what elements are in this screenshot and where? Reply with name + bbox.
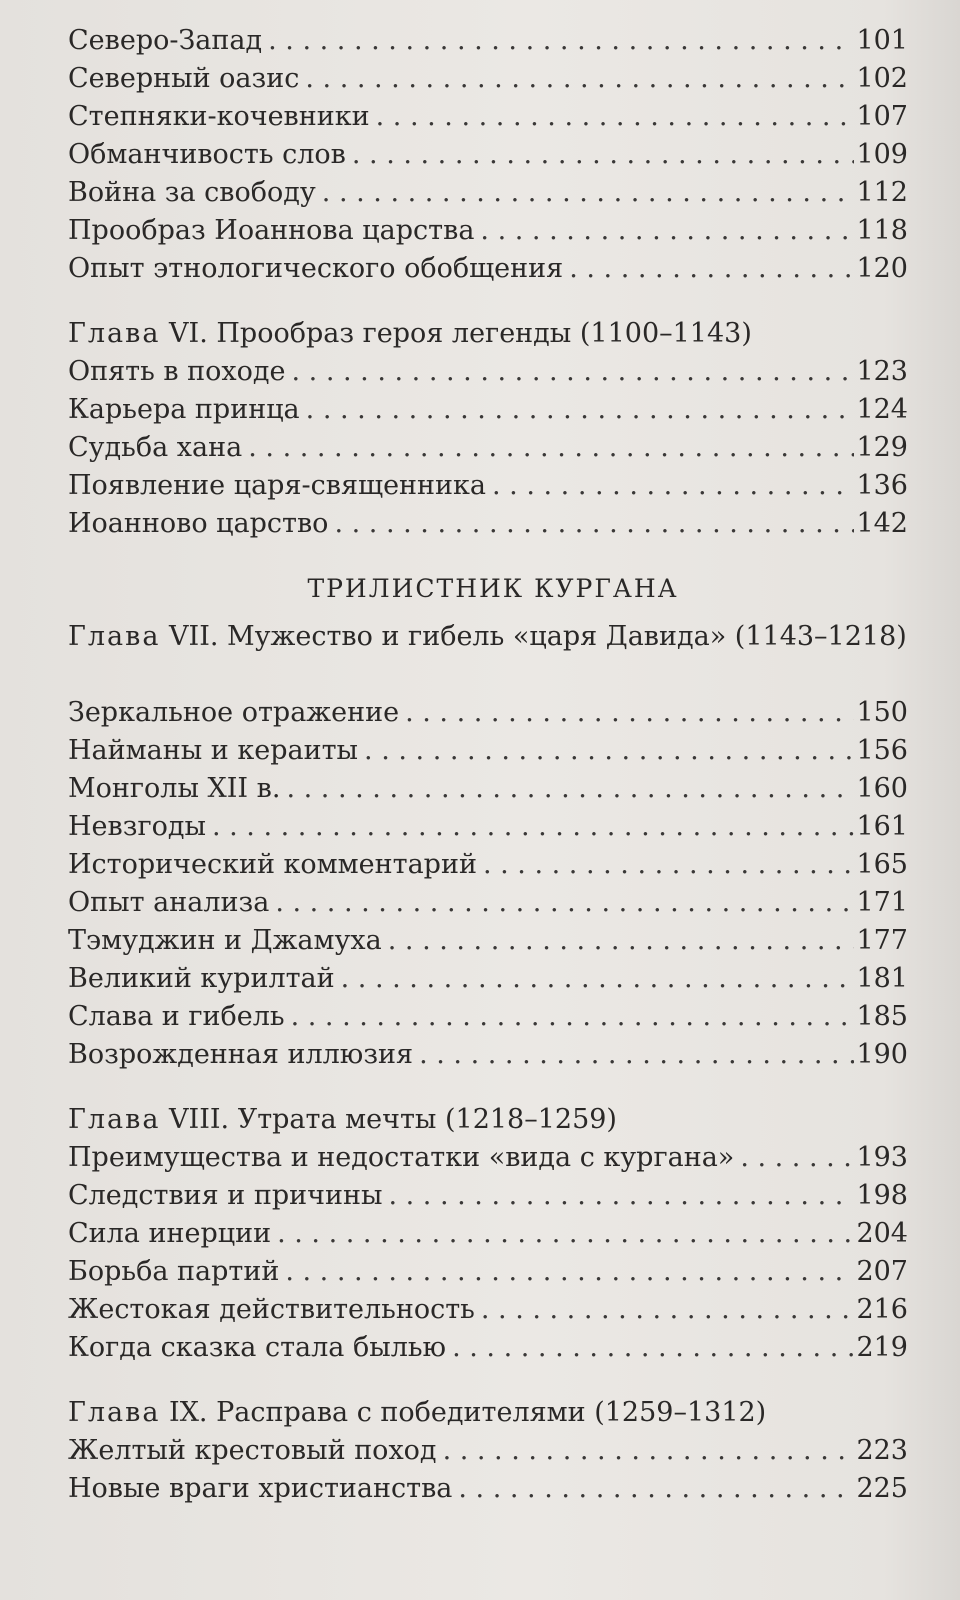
dot-leader	[352, 136, 855, 174]
toc-entry	[68, 960, 908, 998]
toc-section-chapter-6	[68, 315, 908, 543]
toc-entry-title: Монголы XII в.	[68, 773, 281, 804]
toc-entry-title: Жестокая действительность	[68, 1294, 475, 1325]
toc-entry-title: Преимущества и недостатки «вида с кургана»	[68, 1142, 735, 1173]
toc-entry	[68, 1470, 908, 1508]
toc-entry-page: 156	[856, 735, 908, 766]
toc-entry-title: Опыт этнологического обобщения	[68, 253, 564, 284]
toc-entry-page: 101	[856, 25, 908, 56]
toc-entry-page: 129	[856, 432, 908, 463]
toc-entry-title: Борьба партий	[68, 1256, 280, 1287]
toc-entry-page: 193	[856, 1142, 908, 1173]
toc-entry-page: 207	[856, 1256, 908, 1287]
toc-entry-page: 124	[856, 394, 908, 425]
toc-entry	[68, 808, 908, 846]
dot-leader	[277, 1215, 854, 1253]
toc-entry-title: Иоанново царство	[68, 508, 329, 539]
toc-entry	[68, 505, 908, 543]
toc-entry-title: Возрожденная иллюзия	[68, 1039, 414, 1070]
dot-leader	[419, 1036, 854, 1074]
dot-leader	[388, 1177, 854, 1215]
dot-leader	[480, 212, 854, 250]
dot-leader	[376, 98, 855, 136]
toc-entry-title: Новые враги христианства	[68, 1473, 453, 1504]
toc-entry	[68, 922, 908, 960]
toc-entry	[68, 1432, 908, 1470]
toc-entry-title: Когда сказка стала былью	[68, 1332, 447, 1363]
dot-leader	[291, 998, 855, 1036]
chapter-heading	[68, 1101, 908, 1139]
toc-entry-title: Обманчивость слов	[68, 139, 346, 170]
toc-entry-page: 223	[856, 1435, 908, 1466]
toc-entry	[68, 732, 908, 770]
toc-entry-title: Опыт анализа	[68, 887, 270, 918]
toc-entry	[68, 467, 908, 505]
toc-entry-title: Невзгоды	[68, 811, 206, 842]
toc-entry	[68, 1036, 908, 1074]
toc-entry-page: 136	[856, 470, 908, 501]
toc-entry-title: Степняки-кочевники	[68, 101, 370, 132]
dot-leader	[275, 884, 854, 922]
toc-entry-page: 185	[856, 1001, 908, 1032]
dot-leader	[334, 505, 854, 543]
toc-entry-page: 118	[856, 215, 908, 246]
toc-entry-page: 150	[856, 697, 908, 728]
toc-entry	[68, 1291, 908, 1329]
toc-entry	[68, 1329, 908, 1367]
dot-leader	[481, 1291, 855, 1329]
chapter-word: Глава	[68, 318, 161, 349]
chapter-title: VI. Прообраз героя легенды (1100–1143)	[169, 318, 752, 349]
toc-entry-page: 123	[856, 356, 908, 387]
dot-leader	[285, 1253, 854, 1291]
toc-entry-title: Тэмуджин и Джамуха	[68, 925, 382, 956]
toc-entry	[68, 429, 908, 467]
toc-entry-page: 181	[856, 963, 908, 994]
toc-entry	[68, 846, 908, 884]
toc-entry-title: Желтый крестовый поход	[68, 1435, 437, 1466]
toc-entry	[68, 98, 908, 136]
dot-leader	[452, 1329, 854, 1367]
toc-entry-title: Северный оазис	[68, 63, 300, 94]
toc-entry	[68, 353, 908, 391]
toc-entry-page: 102	[856, 63, 908, 94]
chapter-word: Глава	[68, 1104, 161, 1135]
dot-leader	[212, 808, 854, 846]
toc-entry-title: Следствия и причины	[68, 1180, 383, 1211]
dot-leader	[305, 60, 854, 98]
toc-entry-page: 142	[856, 508, 908, 539]
toc-entry	[68, 212, 908, 250]
toc-entry	[68, 694, 908, 732]
chapter-word: Глава	[68, 621, 161, 652]
toc-entry-page: 120	[856, 253, 908, 284]
toc-entry-title: Прообраз Иоаннова царства	[68, 215, 475, 246]
toc-entry-title: Великий курилтай	[68, 963, 335, 994]
dot-leader	[286, 770, 854, 808]
toc-entry	[68, 22, 908, 60]
toc-entry	[68, 998, 908, 1036]
chapter-heading	[68, 1394, 908, 1432]
dot-leader	[322, 174, 855, 212]
chapter-heading	[68, 315, 908, 353]
dot-leader	[492, 467, 854, 505]
chapter-title: VII. Мужество и гибель «царя Давида» (1143–1218)	[169, 621, 907, 652]
toc-entry-page: 219	[856, 1332, 908, 1363]
toc-entry	[68, 250, 908, 288]
toc-entry	[68, 1177, 908, 1215]
toc-section-continuation	[68, 22, 908, 288]
toc-entry-title: Найманы и кераиты	[68, 735, 359, 766]
toc-entry	[68, 770, 908, 808]
toc-entry-page: 198	[856, 1180, 908, 1211]
chapter-title: VIII. Утрата мечты (1218–1259)	[169, 1104, 617, 1135]
toc-entry	[68, 136, 908, 174]
toc-section-chapter-7	[68, 570, 908, 1074]
toc-entry-page: 171	[856, 887, 908, 918]
toc-entry-title: Сила инерции	[68, 1218, 272, 1249]
dot-leader	[483, 846, 854, 884]
dot-leader	[248, 429, 854, 467]
toc-entry	[68, 60, 908, 98]
toc-entry-title: Появление царя-священника	[68, 470, 487, 501]
dot-leader	[458, 1470, 854, 1508]
toc-entry-title: Слава и гибель	[68, 1001, 285, 1032]
toc-entry-title: Карьера принца	[68, 394, 300, 425]
toc-entry-page: 160	[856, 773, 908, 804]
toc-entry-page: 177	[856, 925, 908, 956]
toc-entry-title: Северо-Запад	[68, 25, 263, 56]
dot-leader	[364, 732, 854, 770]
chapter-heading	[68, 618, 908, 694]
toc-entry-page: 190	[856, 1039, 908, 1070]
dot-leader	[388, 922, 855, 960]
dot-leader	[405, 694, 854, 732]
toc-entry-page: 107	[856, 101, 908, 132]
toc-entry-page: 216	[856, 1294, 908, 1325]
toc-entry	[68, 391, 908, 429]
toc-entry-page: 112	[856, 177, 908, 208]
toc-entry-page: 109	[856, 139, 908, 170]
part-heading: ТРИЛИСТНИК КУРГАНА	[307, 574, 679, 603]
toc-entry	[68, 1253, 908, 1291]
chapter-word: Глава	[68, 1397, 161, 1428]
toc-entry-title: Судьба хана	[68, 432, 243, 463]
chapter-title: IX. Расправа с победителями (1259–1312)	[169, 1397, 767, 1428]
dot-leader	[306, 391, 855, 429]
toc-section-chapter-9	[68, 1394, 908, 1508]
toc-entry	[68, 174, 908, 212]
dot-leader	[292, 353, 855, 391]
toc-entry-title: Исторический комментарий	[68, 849, 477, 880]
toc-section-chapter-8	[68, 1101, 908, 1367]
toc-entry-page: 165	[856, 849, 908, 880]
toc-entry-page: 225	[856, 1473, 908, 1504]
toc-entry-title: Война за свободу	[68, 177, 316, 208]
toc-entry-title: Зеркальное отражение	[68, 697, 400, 728]
dot-leader	[569, 250, 854, 288]
toc-entry-page: 161	[856, 811, 908, 842]
toc-entry-title: Опять в походе	[68, 356, 286, 387]
dot-leader	[268, 22, 854, 60]
table-of-contents	[68, 22, 908, 1535]
dot-leader	[341, 960, 855, 998]
toc-entry	[68, 1139, 908, 1177]
dot-leader	[443, 1432, 855, 1470]
toc-entry	[68, 884, 908, 922]
toc-entry-page: 204	[856, 1218, 908, 1249]
toc-entry	[68, 1215, 908, 1253]
dot-leader	[740, 1139, 854, 1177]
